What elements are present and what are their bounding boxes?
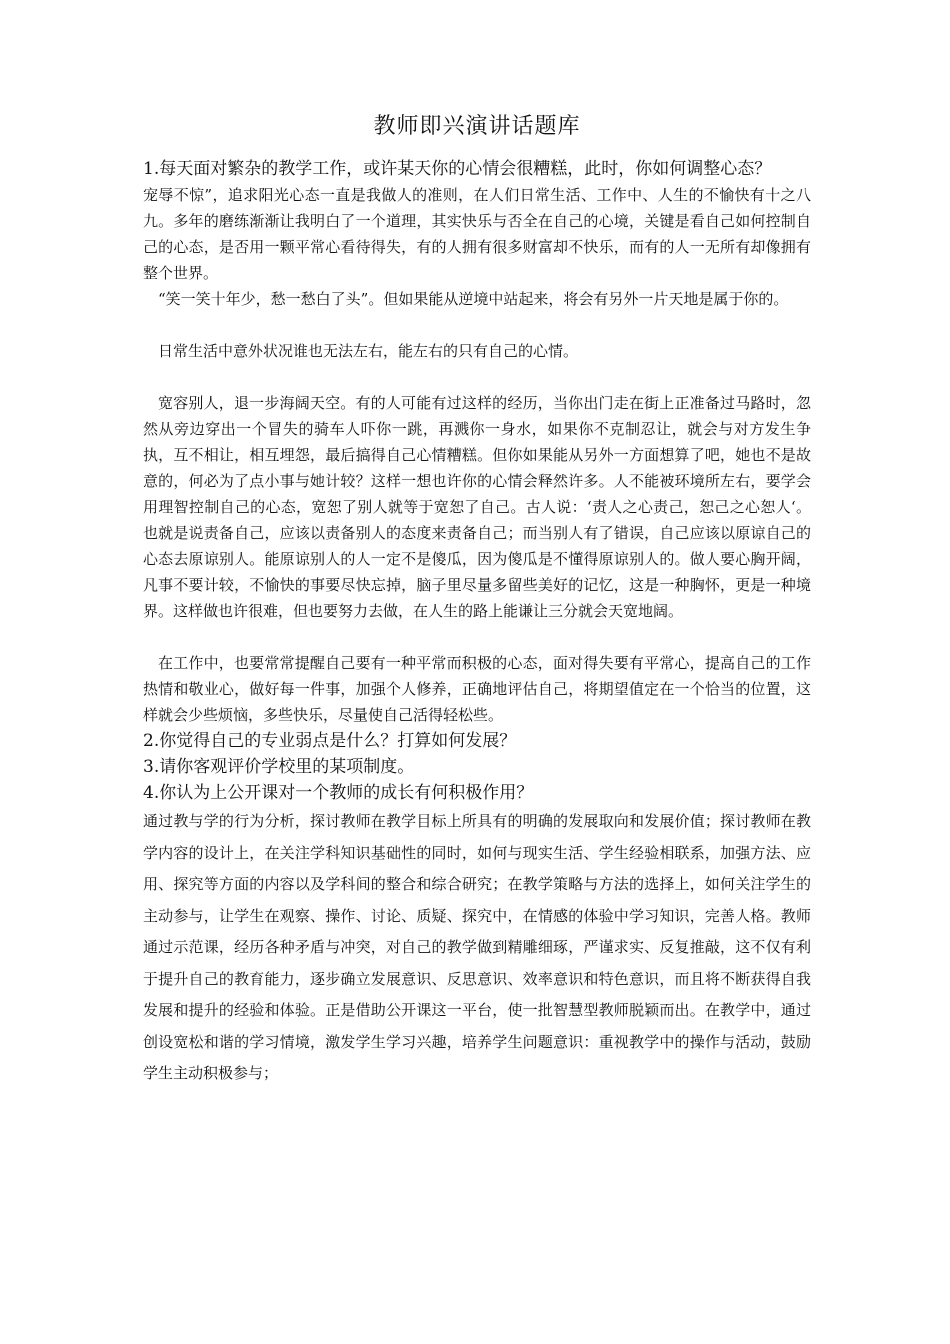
answer-1-paragraph-5: 在工作中，也要常常提醒自己要有一种平常而积极的心态，面对得失要有平常心，提高自己的工作热情和敬业心，做好每一件事，加强个人修养，正确地评估自己，将期望值定在一个恰当的位置，这样就会少些烦恼，多些快乐，尽量使自己活得轻松些。 bbox=[143, 654, 811, 724]
question-4: 4.你认为上公开课对一个教师的成长有何积极作用？ bbox=[143, 783, 534, 803]
answer-1-paragraph-3: 日常生活中意外状况谁也无法左右，能左右的只有自己的心情。 bbox=[158, 342, 579, 360]
answer-4-paragraph: 通过教与学的行为分析，探讨教师在教学目标上所具有的明确的发展取向和发展价值；探讨教师在教学内容的设计上，在关注学科知识基础性的同时，如何与现实生活、学生经验相联系，加强方法、应用、探究等方面的内容以及学科间的整合和综合研究；在教学策略与方法的选择上，如何关注学生的主动参与，让学生在观察、操作、讨论、质疑、探究中，在情感的体验中学习知识，完善人格。教师通过示范课，经历各种矛盾与冲突，对自己的教学做到精雕细琢，严谨求实、反复推敲，这不仅有利于提升自己的教育能力，逐步确立发展意识、反思意识、效率意识和特色意识，而且将不断获得自我发展和提升的经验和体验。正是借助公开课这一平台，使一批智慧型教师脱颖而出。在教学中，通过创设宽松和谐的学习情境，激发学生学习兴趣，培养学生问题意识：重视教学中的操作与活动，鼓励学生主动积极参与； bbox=[143, 812, 811, 1082]
document-title: 教师即兴演讲话题库 bbox=[373, 114, 581, 139]
document-page bbox=[143, 112, 811, 1090]
paragraph-gap bbox=[143, 364, 811, 390]
question-2: 2.你觉得自己的专业弱点是什么？打算如何发展？ bbox=[143, 731, 517, 751]
answer-1-paragraph-4: 宽容别人，退一步海阔天空。有的人可能有过这样的经历，当你出门走在街上正准备过马路时，忽然从旁边穿出一个冒失的骑车人吓你一跳，再溅你一身水，如果你不克制忍让，就会与对方发生争执，互不相让，相互埋怨，最后搞得自己心情糟糕。但你如果能从另外一方面想算了吧，她也不是故意的，何必为了点小事与她计较？这样一想也许你的心情会释然许多。人不能被环境所左右，要学会用理智控制自己的心态，宽恕了别人就等于宽恕了自己。古人说：‘责人之心责己，恕己之心恕人‘。也就是说责备自己，应该以责备别人的态度来责备自己；而当别人有了错误，自己应该以原谅自己的心态去原谅别人。能原谅别人的人一定不是傻瓜，因为傻瓜是不懂得原谅别人的。做人要心胸开阔，凡事不要计较，不愉快的事要尽快忘掉，脑子里尽量多留些美好的记忆，这是一种胸怀，更是一种境界。这样做也许很难，但也要努力去做，在人生的路上能谦让三分就会天宽地阔。 bbox=[143, 394, 811, 620]
paragraph-gap bbox=[143, 312, 811, 338]
question-3: 3.请你客观评价学校里的某项制度。 bbox=[143, 757, 415, 777]
answer-1-paragraph-2: “笑一笑十年少，愁一愁白了头”。但如果能从逆境中站起来，将会有另外一片天地是属于你的。 bbox=[158, 290, 789, 308]
paragraph-gap bbox=[143, 624, 811, 650]
answer-1-paragraph-1: 宠辱不惊”，追求阳光心态一直是我做人的准则，在人们日常生活、工作中、人生的不愉快有十之八九。多年的磨练渐渐让我明白了一个道理，其实快乐与否全在自己的心境，关键是看自己如何控制自己的心态，是否用一颗平常心看待得失，有的人拥有很多财富却不快乐，而有的人一无所有却像拥有整个世界。 bbox=[143, 186, 811, 282]
question-1: 1.每天面对繁杂的教学工作，或许某天你的心情会很糟糕，此时，你如何调整心态？ bbox=[143, 159, 772, 179]
